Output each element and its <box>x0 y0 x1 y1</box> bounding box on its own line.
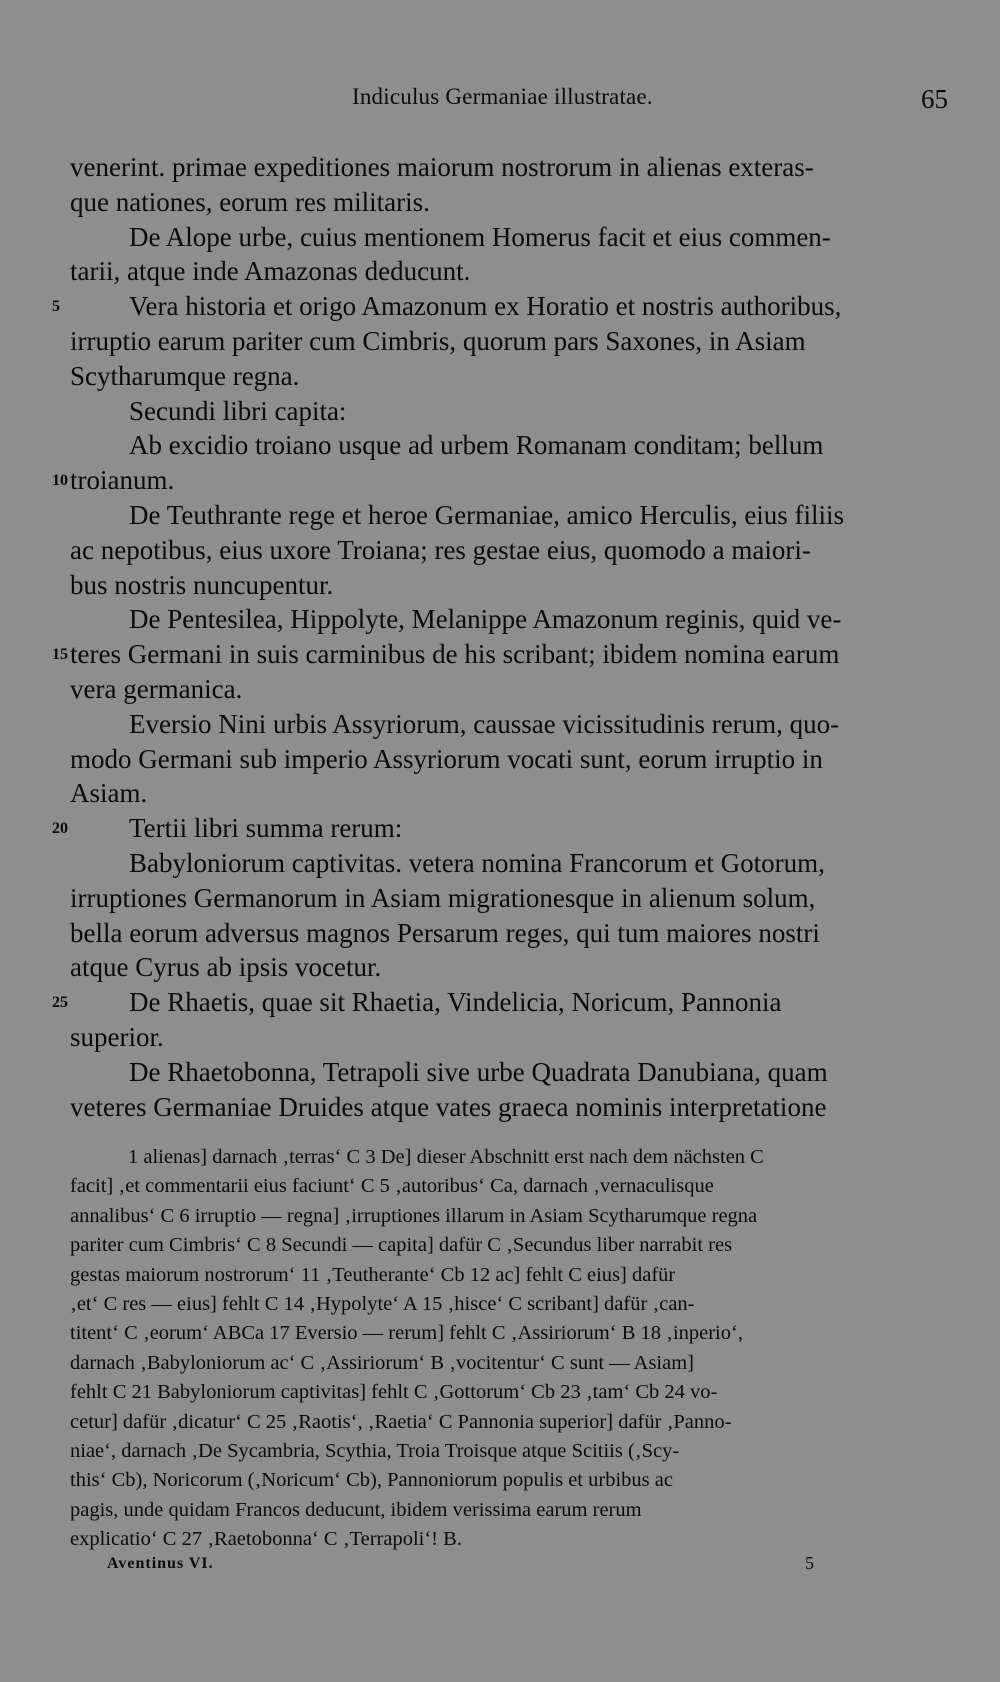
text-line <box>52 811 950 846</box>
line-text: De Rhaetobonna, Tetrapoli sive urbe Quadrata Danubiana, quam <box>129 1056 828 1087</box>
note-line: fehlt C 21 Babyloniorum captivitas] fehlt C ‚Gottorum‘ Cb 23 ‚tam‘ Cb 24 vo- <box>70 1381 718 1404</box>
text-line <box>70 881 950 916</box>
line-text: que nationes, eorum res militaris. <box>70 186 430 217</box>
text-line <box>70 707 950 742</box>
note-line: facit] ‚et commentarii eius faciunt‘ C 5 ‚autoribus‘ Ca, darnach ‚vernaculisque <box>70 1175 714 1198</box>
text-line <box>70 220 950 255</box>
line-text: Secundi libri capita: <box>129 395 347 426</box>
line-text: teres Germani in suis carminibus de his scribant; ibidem nomina earum <box>70 639 840 670</box>
text-line <box>70 324 950 359</box>
text-line <box>70 568 950 603</box>
text-line <box>70 498 950 533</box>
note-line: niae‘, darnach ‚De Sycambria, Scythia, Troia Troisque atque Scitiis (‚Scy- <box>70 1439 680 1462</box>
line-text: bus nostris nuncupentur. <box>70 569 334 600</box>
text-line <box>52 289 950 324</box>
text-line <box>70 394 950 429</box>
line-text: Ab excidio troiano usque ad urbem Romanam conditam; bellum <box>129 430 824 461</box>
line-text: De Alope urbe, cuius mentionem Homerus facit et eius commen- <box>129 221 831 252</box>
line-text: ac nepotibus, eius uxore Troiana; res gestae eius, quomodo a maiori- <box>70 534 811 565</box>
note-line: darnach ‚Babyloniorum ac‘ C ‚Assiriorum‘ B ‚vocitentur‘ C sunt — Asiam] <box>70 1351 694 1374</box>
text-line <box>52 463 950 498</box>
line-text: Eversio Nini urbis Assyriorum, caussae vicissitudinis rerum, quo- <box>129 708 840 739</box>
note-line: cetur] dafür ‚dicatur‘ C 25 ‚Raotis‘, ‚Raetia‘ C Pannonia superior] dafür ‚Panno- <box>70 1410 732 1433</box>
text-line <box>70 150 950 185</box>
line-text: Vera historia et origo Amazonum ex Horatio et nostris authoribus, <box>129 291 842 322</box>
critical-apparatus <box>70 1143 950 1554</box>
text-line <box>70 1055 950 1090</box>
running-header: Indiculus Germaniae illustratae. <box>352 84 653 109</box>
line-text: Scytharumque regna. <box>70 360 300 391</box>
text-line <box>70 742 950 777</box>
main-text <box>52 150 950 1124</box>
line-text: venerint. primae expeditiones maiorum nostrorum in alienas exteras- <box>70 152 814 182</box>
line-text: troianum. <box>70 465 175 496</box>
text-line <box>70 428 950 463</box>
line-text: superior. <box>70 1021 164 1052</box>
line-text: De Pentesilea, Hippolyte, Melanippe Amazonum reginis, quid ve- <box>129 604 842 635</box>
line-text: veteres Germaniae Druides atque vates graeca nominis interpretatione <box>70 1091 827 1122</box>
text-line <box>70 672 950 707</box>
note-line: explicatio‘ C 27 ‚Raetobonna‘ C ‚Terrapoli‘! B. <box>70 1528 462 1551</box>
line-text: bella eorum adversus magnos Persarum reges, qui tum maiores nostri <box>70 917 820 948</box>
line-text: irruptio earum pariter cum Cimbris, quorum pars Saxones, in Asiam <box>70 325 806 356</box>
line-number: 5 <box>52 298 60 316</box>
text-line <box>52 985 950 1020</box>
page-number: 65 <box>921 84 948 114</box>
line-text: modo Germani sub imperio Assyriorum vocati sunt, eorum irruptio in <box>70 743 823 774</box>
line-number: 15 <box>52 646 68 664</box>
signature-mark: 5 <box>805 1553 814 1573</box>
text-line <box>70 254 950 289</box>
text-line <box>70 1020 950 1055</box>
text-line <box>70 359 950 394</box>
text-line <box>52 637 950 672</box>
note-line: pagis, unde quidam Francos deducunt, ibidem verissima earum rerum <box>70 1498 642 1521</box>
text-line <box>70 533 950 568</box>
note-line: 1 alienas] darnach ‚terras‘ C 3 De] dieser Abschnitt erst nach dem nächsten C <box>128 1146 764 1168</box>
note-line: titent‘ C ‚eorum‘ ABCa 17 Eversio — rerum] fehlt C ‚Assiriorum‘ B 18 ‚inperio‘, <box>70 1322 743 1345</box>
text-line <box>70 776 950 811</box>
note-line: pariter cum Cimbris‘ C 8 Secundi — capita] dafür C ‚Secundus liber narrabit res <box>70 1234 733 1257</box>
line-text: tarii, atque inde Amazonas deducunt. <box>70 256 471 287</box>
line-text: Babyloniorum captivitas. vetera nomina Francorum et Gotorum, <box>129 847 825 878</box>
text-line <box>70 950 950 985</box>
line-text: irruptiones Germanorum in Asiam migrationesque in alienum solum, <box>70 882 816 913</box>
line-text: De Teuthrante rege et heroe Germaniae, amico Herculis, eius filiis <box>129 499 845 530</box>
note-line: annalibus‘ C 6 irruptio — regna] ‚irruptiones illarum in Asiam Scytharumque regna <box>70 1204 758 1227</box>
note-line: gestas maiorum nostrorum‘ 11 ‚Teutherante‘ Cb 12 ac] fehlt C eius] dafür <box>70 1263 676 1286</box>
text-line <box>70 1090 950 1125</box>
line-text: atque Cyrus ab ipsis vocetur. <box>70 952 382 983</box>
text-line <box>70 916 950 951</box>
line-text: Asiam. <box>70 778 148 809</box>
line-text: De Rhaetis, quae sit Rhaetia, Vindelicia, Noricum, Pannonia <box>129 987 782 1018</box>
line-text: Tertii libri summa rerum: <box>129 813 403 844</box>
text-line <box>70 846 950 881</box>
note-line: ‚et‘ C res — eius] fehlt C 14 ‚Hypolyte‘ A 15 ‚hisce‘ C scribant] dafür ‚can- <box>70 1292 695 1315</box>
line-number: 10 <box>52 472 68 490</box>
note-line: this‘ Cb), Noricorum (‚Noricum‘ Cb), Pannoniorum populis et urbibus ac <box>70 1469 673 1492</box>
line-number: 25 <box>52 994 68 1012</box>
text-line <box>70 602 950 637</box>
text-line <box>70 185 950 220</box>
line-text: vera germanica. <box>70 673 243 704</box>
printer-signature: Aventinus VI. <box>107 1555 214 1572</box>
line-number: 20 <box>52 820 68 838</box>
